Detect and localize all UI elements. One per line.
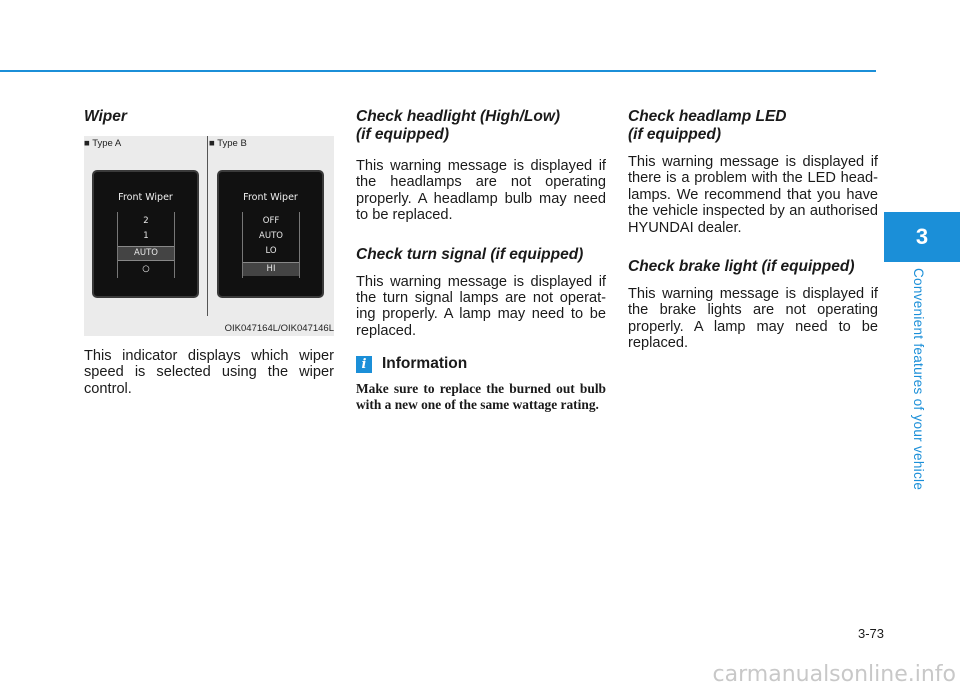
screen-title: Front Wiper — [118, 192, 173, 203]
screen-title: Front Wiper — [243, 192, 298, 203]
column-wiper — [84, 108, 334, 397]
figure-caption: OIK047164L/OIK047146L — [224, 323, 334, 334]
wiper-option: OFF — [262, 216, 280, 226]
mist-icon: ○ — [142, 264, 150, 274]
heading-line: Check headlamp LED — [628, 108, 787, 125]
information-icon: i — [356, 356, 372, 373]
headlamp-led-description: This warning message is displayed if there is a problem with the LED head-lamps. We recommend that you have the vehicle inspected by an authorised HYUNDAI dealer. — [628, 154, 878, 236]
screen-divider — [118, 260, 174, 261]
figure-label-type-a: ■ Type A — [84, 138, 122, 149]
column-headlamp-led — [628, 108, 878, 352]
header-rule — [0, 70, 876, 72]
screen-option-box — [242, 212, 300, 278]
cluster-screen-type-b — [217, 170, 324, 298]
information-text: Make sure to replace the burned out bulb with a new one of the same wattage rating. — [356, 381, 606, 413]
wiper-option: LO — [265, 246, 277, 256]
cluster-screen-type-a — [92, 170, 199, 298]
headlight-description: This warning message is displayed if the headlamps are not operating properly. A headlamp bulb may need to be replaced. — [356, 158, 606, 224]
section-heading-headlamp-led — [628, 108, 878, 144]
turn-signal-description: This warning message is displayed if the turn signal lamps are not operat-ing properly. A lamp may need to be replaced. — [356, 273, 606, 339]
section-heading-brake-light: Check brake light (if equipped) — [628, 258, 855, 276]
chapter-tab: 3 — [884, 212, 960, 262]
screen-option-box — [117, 212, 175, 278]
page-number: 3-73 — [857, 626, 884, 641]
brake-light-description: This warning message is displayed if the brake lights are not operating properly. A lamp may need to be replaced. — [628, 286, 878, 352]
wiper-figure — [84, 136, 334, 336]
column-headlight — [356, 108, 606, 413]
information-title: Information — [382, 355, 468, 373]
wiper-option-selected: AUTO — [118, 246, 174, 260]
heading-line: Check headlight (High/Low) — [356, 108, 561, 125]
information-header — [356, 355, 606, 373]
wiper-option: 2 — [143, 216, 149, 226]
wiper-option: AUTO — [259, 231, 283, 241]
heading-line: (if equipped) — [628, 126, 721, 143]
wiper-option: 1 — [143, 231, 149, 241]
watermark: carmanualsonline.info — [712, 662, 956, 687]
section-heading-turn-signal: Check turn signal (if equipped) — [356, 245, 584, 263]
figure-label-type-b: ■ Type B — [209, 138, 247, 149]
section-heading-wiper: Wiper — [84, 108, 127, 125]
heading-line: (if equipped) — [356, 126, 449, 143]
wiper-description: This indicator displays which wiper speed is selected using the wiper control. — [84, 348, 334, 397]
chapter-title: Convenient features of your vehicle — [911, 268, 926, 491]
wiper-option-selected: HI — [243, 262, 299, 276]
figure-divider — [207, 136, 208, 316]
section-heading-headlight — [356, 108, 606, 144]
